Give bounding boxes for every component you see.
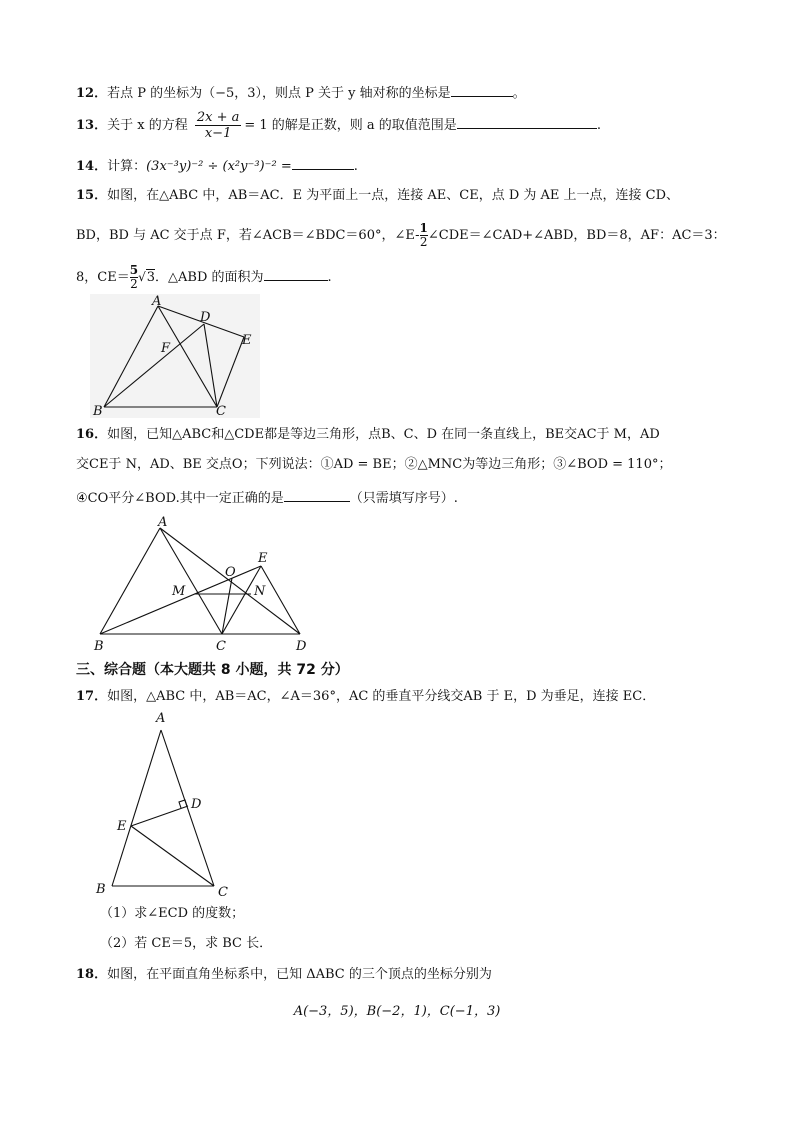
question-14 [76,156,754,176]
answer-blank[interactable] [292,156,354,170]
label-D: D [191,797,202,812]
question-text: 交CE于 N，AD、BE 交点O；下列说法：①AD = BE；②△MNC为等边三角形；③∠BOD = 110°； [76,457,672,472]
question-17-part-2 [100,935,754,953]
label-E: E [117,819,127,834]
fraction: $\frac{2x + a}{x-1}$ [196,110,240,141]
question-text: 如图，在平面直角坐标系中，已知 ΔABC 的三个顶点的坐标分别为 [107,967,492,982]
question-text: ．△ABD 的面积为 [155,270,264,285]
question-17 [76,688,754,706]
question-number: 14． [76,159,108,174]
question-text: （只需填写序号）. [349,491,458,506]
label-M: M [172,584,186,599]
question-13 [76,110,754,141]
figure-15 [90,294,260,418]
label-N: N [254,584,266,599]
question-text: ④CO平分∠BOD.其中一定正确的是 [76,491,284,506]
section-heading: 三、综合题（本大题共 8 小题，共 72 分） [76,662,349,678]
question-number: 13． [76,118,108,133]
sqrt-radicand: 3 [146,270,156,285]
sub-question: （1）求∠ECD 的度数； [100,906,245,921]
label-E: E [242,333,252,348]
label-A: A [152,294,162,309]
label-F: F [161,341,171,356]
question-number: 17． [76,689,108,704]
label-D: D [200,310,211,325]
punctuation: . [353,159,358,174]
question-16-line-2 [76,456,754,474]
question-text: 计算： [107,159,147,174]
label-C: C [216,639,226,654]
question-text: 若点 P 的坐标为（−5，3），则点 P 关于 y 轴对称的坐标是 [107,86,451,101]
question-text: BD，BD 与 AC 交于点 F，若∠ACB＝∠BDC＝60°，∠E- [76,228,420,243]
question-text: 8，CE＝ [76,270,130,285]
label-C: C [216,404,226,418]
label-B: B [93,404,103,418]
label-D: D [296,639,307,654]
sub-question: （2）若 CE＝5，求 BC 长． [100,936,273,951]
question-text: = 1 的解是正数，则 a 的取值范围是 [244,118,457,133]
question-15-line-1 [76,187,754,205]
question-18 [76,966,754,984]
question-text: 如图，在△ABC 中，AB＝AC．E 为平面上一点，连接 AE、CE，点 D 为 AE 上一点，连接 CD、 [107,188,680,203]
question-12 [76,83,754,103]
answer-blank[interactable] [457,115,597,129]
figure-16 [88,512,318,657]
punctuation: 。 [512,86,526,101]
question-text: 如图，△ABC 中，AB＝AC，∠A＝36°，AC 的垂直平分线交AB 于 E，D 为垂足，连接 EC． [107,689,656,704]
fraction-ce: $\frac{5}{2}$ [129,263,139,291]
question-text: 关于 x 的方程 [107,118,188,133]
question-15-line-3: 8，CE＝ $\frac{5}{2}$ √3．△ABD 的面积为 . [76,263,332,291]
label-C: C [218,885,228,900]
label-E: E [258,551,268,566]
question-16-line-3 [76,488,754,508]
math-expression: (3x⁻³y)⁻² ÷ (x²y⁻³)⁻² = [146,159,292,174]
question-18-coordinates: A(−3，5)，B(−2，1)，C(−1，3) [293,1004,501,1019]
question-17-part-1 [100,905,754,923]
question-16-line-1 [76,426,754,444]
label-O: O [225,565,236,580]
label-A: A [156,711,166,726]
question-number: 12． [76,86,108,101]
question-number: 18． [76,967,108,982]
answer-blank[interactable] [284,488,350,502]
question-number: 15． [76,188,108,203]
label-B: B [94,639,104,654]
question-number: 16． [76,427,108,442]
fraction-half: $\frac{1}{2}$ [419,221,428,249]
punctuation: . [327,270,332,285]
answer-blank[interactable] [264,267,328,281]
punctuation: . [596,118,601,133]
question-15-line-2 [76,222,754,249]
label-A: A [158,515,168,530]
question-text: 如图，已知△ABC和△CDE都是等边三角形，点B、C、D 在同一条直线上，BE交AC于 M，AD [107,427,660,442]
question-text: ∠CDE＝∠CAD+∠ABD，BD＝8，AF：AC＝3： [427,228,726,243]
answer-blank[interactable] [451,83,513,97]
figure-17 [90,708,240,900]
label-B: B [96,882,106,897]
